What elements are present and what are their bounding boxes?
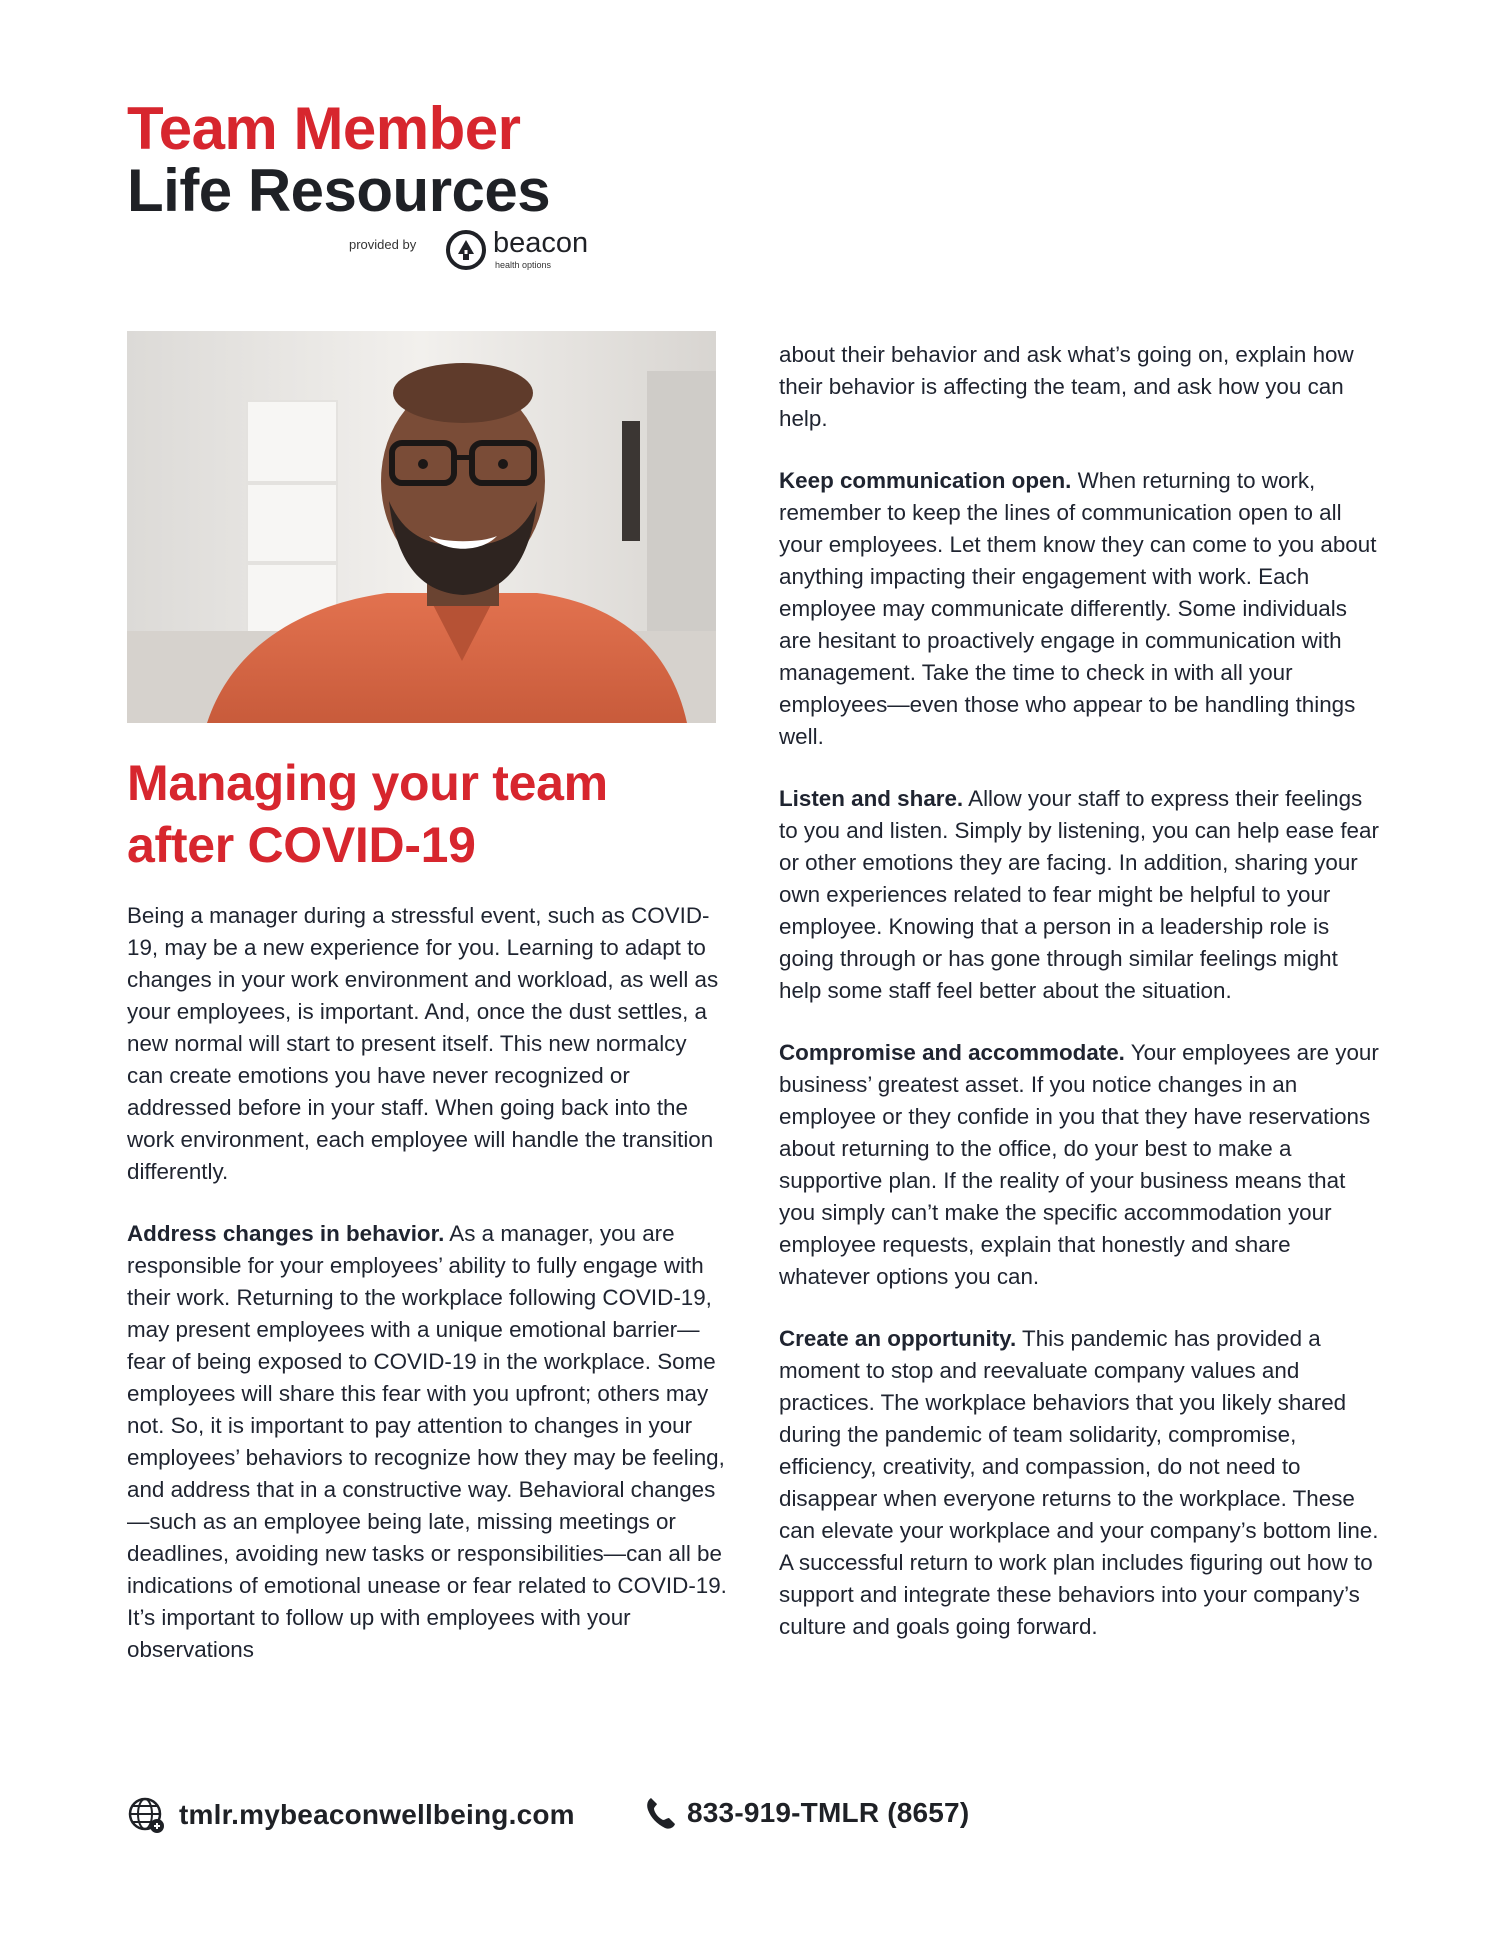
beacon-brand-sub: health options	[495, 260, 552, 270]
section-lead: Listen and share.	[779, 786, 964, 811]
section-text: Your employees are your business’ greatest asset. If you notice changes in an employee or they confide in you that they have reservations about returning to the office, do your best to make a supportive plan. If the reality of your business means that you simply can’t make the specific accommodation your employee requests, explain that honestly and share whatever options you can.	[779, 1040, 1379, 1289]
section-keep-communication	[779, 465, 1379, 753]
beacon-logo-icon	[444, 228, 488, 272]
section-compromise	[779, 1037, 1379, 1293]
phone-text: 833-919-TMLR (8657)	[687, 1797, 970, 1828]
title-line-2: Life Resources	[127, 157, 551, 224]
article-title: Managing your team after COVID-19	[127, 755, 608, 873]
section-lead: Keep communication open.	[779, 468, 1072, 493]
section-lead: Compromise and accommodate.	[779, 1040, 1125, 1065]
contact-footer	[127, 1796, 1227, 1836]
provided-by-label: provided by	[349, 237, 417, 252]
intro-paragraph: Being a manager during a stressful event, such as COVID-19, may be a new experience for you. Learning to adapt to changes in your work environment and workload, as well as your employees, is important. And, once the dust settles, a new normal will start to present itself. This new normalcy can create emotions you have never recognized or addressed before in your staff. When going back into the work environment, each employee will handle the transition differently.	[127, 903, 719, 1184]
section-text: When returning to work, remember to keep the lines of communication open to all your employees. Let them know they can come to you about anything impacting their engagement with work. Each employee may communicate differently. Some individuals are hesitant to proactively engage in communication with management. Take the time to check in with all your employees—even those who appear to be handling things well.	[779, 468, 1377, 749]
phone-link[interactable]	[645, 1796, 969, 1830]
section-text: This pandemic has provided a moment to stop and reevaluate company values and practices. The workplace behaviors that you likely shared during the pandemic of team solidarity, compromise, efficiency, creativity, and compassion, do not need to disappear when everyone returns to the workplace. These can elevate your workplace and your company’s bottom line. A successful return to work plan includes figuring out how to support and integrate these behaviors into your company’s culture and goals going forward.	[779, 1326, 1379, 1639]
phone-icon	[645, 1796, 677, 1830]
section-continuation: about their behavior and ask what’s going on, explain how their behavior is affecting the team, and ask how you can help.	[779, 342, 1354, 431]
section-text: As a manager, you are responsible for your employees’ ability to fully engage with their work. Returning to the workplace following COVID-19, may present employees with a unique emotional barrier—fear of being exposed to COVID-19 in the workplace. Some employees will share this fear with you upfront; others may not. So, it is important to pay attention to changes in your employees’ behaviors to recognize how they may be feeling, and address that in a constructive way. Behavioral changes—such as an employee being late, missing meetings or deadlines, avoiding new tasks or responsibilities—can all be indications of emotional unease or fear related to COVID-19. It’s important to follow up with employees with your observations	[127, 1221, 727, 1662]
section-lead: Create an opportunity.	[779, 1326, 1017, 1351]
section-create-opportunity	[779, 1323, 1379, 1643]
section-address-changes	[127, 1218, 727, 1666]
section-text: Allow your staff to express their feelings to you and listen. Simply by listening, you can help ease fear or other emotions they are facing. In addition, sharing your own experiences related to fear might be helpful to your employee. Knowing that a person in a leadership role is going through or has gone through similar feelings might help some staff feel better about the situation.	[779, 786, 1379, 1003]
section-listen-share	[779, 783, 1379, 1007]
globe-icon	[127, 1796, 165, 1834]
brand-header	[127, 95, 627, 270]
beacon-brand-name: beacon	[493, 227, 589, 259]
photo-smiling-man-icon	[127, 331, 716, 723]
website-link[interactable]	[127, 1796, 575, 1834]
left-column	[127, 752, 727, 1696]
title-line-1: Team Member	[127, 95, 521, 162]
section-lead: Address changes in behavior.	[127, 1221, 445, 1246]
right-column	[779, 339, 1379, 1673]
website-text: tmlr.mybeaconwellbeing.com	[179, 1799, 575, 1830]
header-photo	[127, 331, 716, 723]
